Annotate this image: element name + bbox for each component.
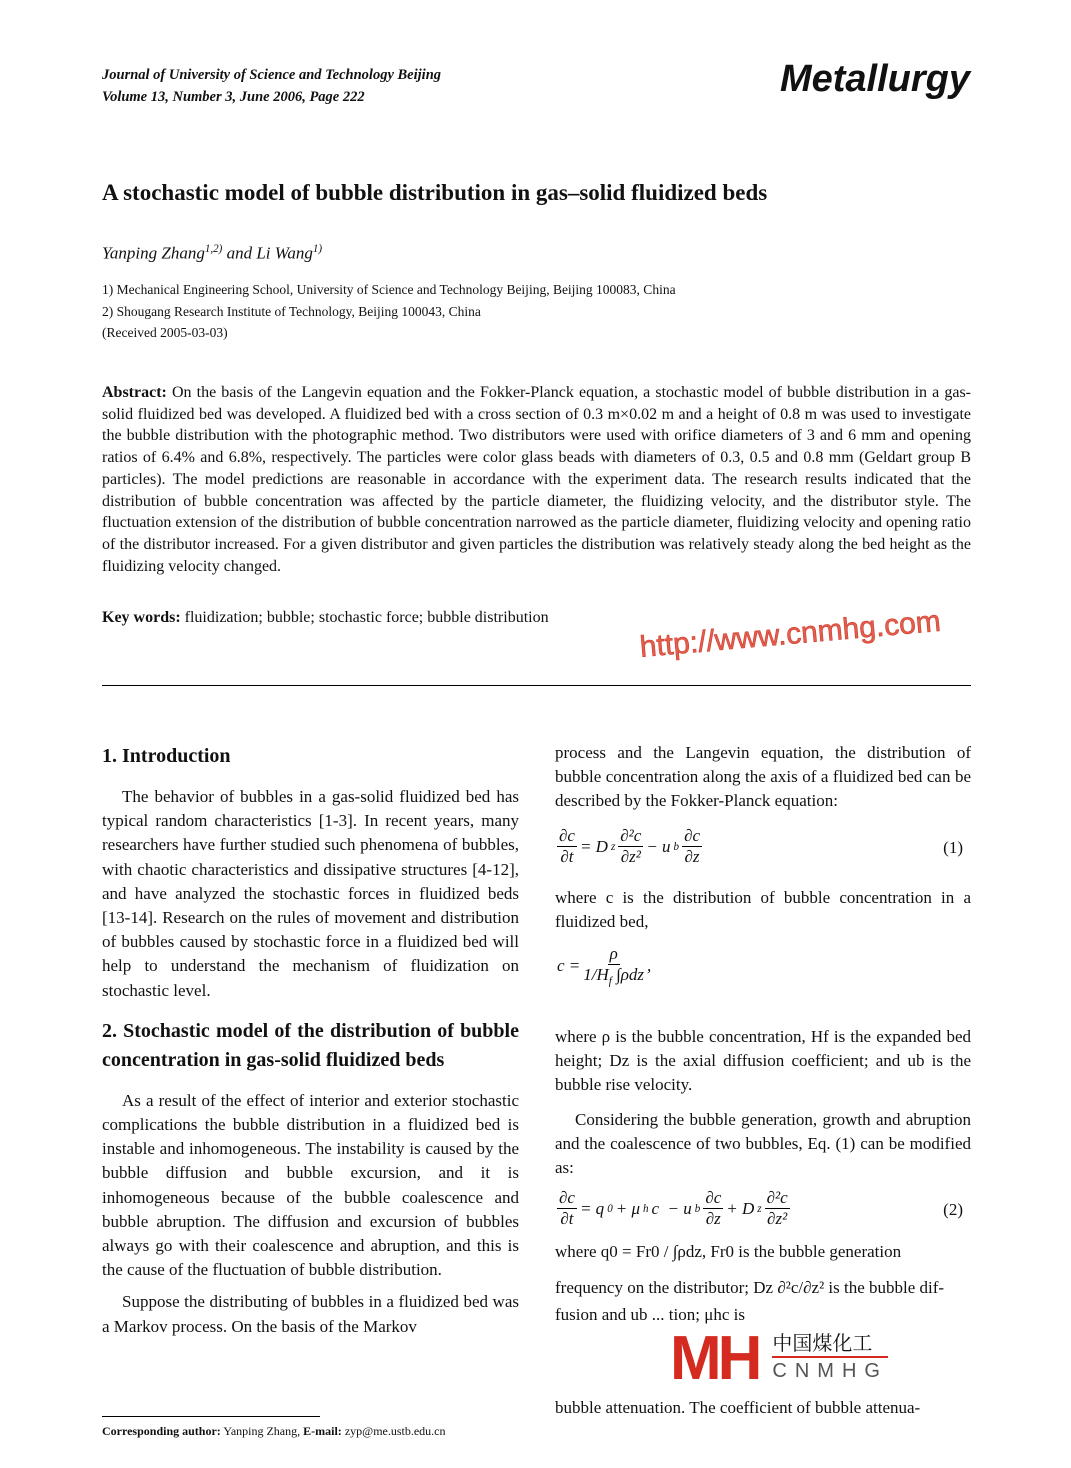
logo-english: CNMHG — [772, 1360, 888, 1382]
keywords-text: fluidization; bubble; stochastic force; bubble distribution — [180, 609, 549, 626]
abstract-label: Abstract: — [102, 384, 167, 401]
affiliations — [102, 279, 676, 344]
keywords-label: Key words: — [102, 609, 181, 626]
footnote — [102, 1424, 446, 1439]
author-2-sup: 1) — [312, 243, 323, 255]
paragraph: fusion and ub ... tion; μhc is — [555, 1305, 745, 1324]
watermark: http://www.cnmhg.com — [638, 604, 943, 664]
received-date: (Received 2005-03-03) — [102, 325, 228, 340]
paragraph: Suppose the distributing of bubbles in a fluidized bed was a Markov process. On the basis of the Markov — [102, 1292, 519, 1336]
equation-2: $\frac{\partial c}{\partial t}$ = q 0 + μ h c − u b $\frac{\partial c}{\partial z}$ + D z $\frac{\text{∂²c}}{\text{∂z²}}$ — [559, 1188, 788, 1228]
authors — [102, 243, 322, 264]
author-1: Yanping Zhang — [102, 243, 205, 263]
footnote-email: zyp@me.ustb.edu.cn — [341, 1424, 446, 1438]
footnote-rule — [102, 1416, 320, 1417]
author-2: and Li Wang — [222, 243, 313, 263]
journal-volume: Volume 13, Number 3, June 2006, Page 222 — [102, 89, 365, 105]
footnote-name: Yanping Zhang, — [220, 1424, 304, 1438]
equation-number: (2) — [943, 1200, 963, 1219]
abstract — [102, 382, 971, 577]
logo-mark: MH — [670, 1324, 759, 1393]
paragraph: process and the Langevin equation, the distribution of bubble concentration along the axis of a fluidized bed can be described by the Fokker-Planck equation: — [555, 743, 971, 811]
abstract-text: On the basis of the Langevin equation and the Fokker-Planck equation, a stochastic model of bubble distribution in a gas-solid fluidized bed was developed. A fluidized bed with a cross section of 0.3 m×0.02 m and a height of 0.8 m was used to investigate the bubble distribution with the photographic method. Two distributors were used with orifice diameters of 3 and 6 mm and opening ratios of 6.4% and 6.8%, respectively. The particles were color glass beads with diameters of 0.3, 0.5 and 0.8 mm (Geldart group B particles). The model predictions are reasonable in accordance with the experiment data. The research results indicated that the distribution of bubble concentration was affected by the particle diameter, the fluidizing velocity, and the distributor style. The fluctuation extension of the distribution of bubble concentration narrowed as the particle diameter, fluidizing velocity and opening ratio of the distributor increased. For a given distributor and given particles the distribution was relatively steady along the bed height as the fluidizing velocity changed. — [102, 384, 971, 575]
equation-c: c = $\frac{\rho}{1/H_f \int\rho dz}$ , — [557, 944, 652, 988]
footnote-label: Corresponding author: — [102, 1424, 221, 1438]
paragraph: The behavior of bubbles in a gas-solid fluidized bed has typical random characteristics [1-3]. In recent years, many researchers have further studied such phenomena of bubbles, with chaotic characteristics and dissipative structures [4-12], and have analyzed the stochastic forces in fluidized beds [13-14]. Research on the rules of movement and distribution of bubbles caused by stochastic force in a fluidized bed will help to understand the mechanism of fluidization on stochastic level. — [102, 787, 519, 1000]
paragraph: bubble attenuation. The coefficient of bubble attenua- — [555, 1398, 921, 1417]
journal-name: Journal of University of Science and Technology Beijing — [102, 67, 442, 83]
affiliation: 1) Mechanical Engineering School, University of Science and Technology Beijing, Beijing 100083, China — [102, 282, 676, 297]
divider — [102, 685, 971, 686]
left-column — [102, 742, 519, 1339]
paragraph: As a result of the effect of interior and exterior stochastic complications the bubble distribution in a fluidized bed is instable and inhomogeneous. The instability is caused by the bubble diffusion and bubble excursion, and it is inhomogeneous because of the bubble coalescence and bubble abruption. The diffusion and excursion of bubbles always go with their coalescence and abruption, and this is the cause of the fluctuation of bubble distribution. — [102, 1090, 519, 1280]
footnote-email-label: E-mail: — [303, 1424, 342, 1438]
journal-header — [102, 64, 441, 108]
paragraph: where ρ is the bubble concentration, Hf is the expanded bed height; Dz is the axial diffusion coefficient; and ub is the bubble rise velocity. — [555, 1027, 971, 1095]
equation-number: (1) — [943, 838, 963, 857]
logo-chinese: 中国煤化工 — [772, 1330, 888, 1358]
paper-title: A stochastic model of bubble distribution in gas–solid fluidized beds — [102, 180, 768, 205]
section-label: Metallurgy — [779, 58, 970, 100]
cnmhg-logo — [670, 1324, 970, 1393]
section-heading: 2. Stochastic model of the distribution of bubble concentration in gas-solid fluidized beds — [102, 1019, 519, 1071]
affiliation: 2) Shougang Research Institute of Technology, Beijing 100043, China — [102, 303, 481, 319]
author-1-sup: 1,2) — [204, 243, 223, 255]
equation-1: $\frac{\partial c}{\partial t}$ = D z $\frac{\text{∂²c}}{\text{∂z²}}$ − u b $\frac{\partial c}{\partial z}$ — [559, 826, 701, 866]
paragraph: frequency on the distributor; Dz ∂²c/∂z² is the bubble dif- — [555, 1278, 945, 1297]
paragraph: where q0 = Fr0 / ∫ρdz, Fr0 is the bubble generation — [555, 1242, 902, 1261]
paragraph: where c is the distribution of bubble concentration in a fluidized bed, — [555, 888, 971, 932]
keywords — [102, 609, 549, 627]
paragraph: Considering the bubble generation, growth and abruption and the coalescence of two bubbles, Eq. (1) can be modified as: — [555, 1110, 971, 1178]
section-heading: 1. Introduction — [102, 745, 231, 767]
